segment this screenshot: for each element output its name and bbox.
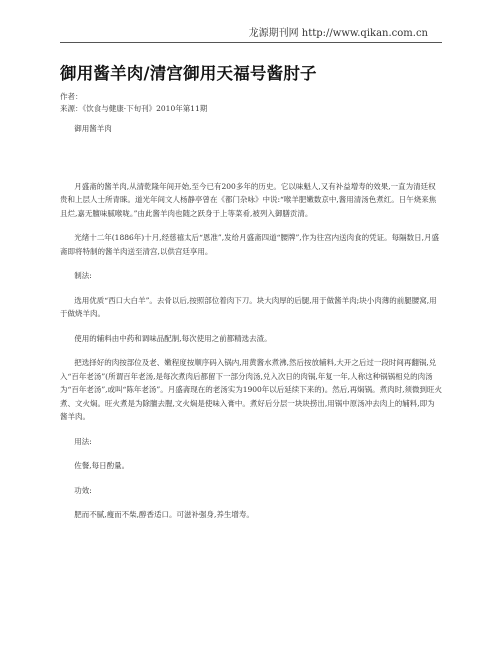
heading-method: 制法: <box>74 271 92 280</box>
paragraph-cooking: 把选择好的肉按部位及老、嫩程度按顺序码入锅内,用黄酱水煮沸,然后按放辅料,大开之后过一段时间再翻锅,兑入“百年老汤”(所谓百年老汤,是每次煮肉后都留下一部分肉汤,兑入次日的肉锅,年复一年,人称这种锅锅相兑的肉汤为“百年老汤”,或叫“陈年老汤”。月盛斋现在的老汤实为1900年以后延续下来的)。然后,再焖锅。煮肉时,须微到旺火煮、文火焖。旺火煮是为除膻去腥,文火焖是使味入膏中。煮好后分层一块块捞出,用锅中原汤冲去肉上的辅料,即为酱羊肉。 <box>60 358 442 421</box>
header-divider <box>60 42 442 43</box>
author-line: 作者： <box>60 92 83 101</box>
paragraph-palace: 光绪十二年(1886年)十月,经慈禧太后“恩准”,发给月盛斋四道“腰牌”,作为往宫内送肉食的凭证。每隔数日,月盛斋即将特制的酱羊肉送至清宫,以供宫廷享用。 <box>60 233 440 256</box>
source-line: 来源：《饮食与健康·下旬刊》2010年第11期 <box>60 104 208 113</box>
article-body <box>60 122 442 522</box>
site-header: 龙源期刊网 http://www.qikan.com.cn <box>248 28 428 39</box>
paragraph-usage: 佐餐,每日酌量。 <box>74 461 130 470</box>
paragraph-selection: 选用优质“西口大白羊”。去骨以后,按照部位着肉下刀。块大肉厚的后腿,用于做酱羊肉;块小肉薄的前腿腰窝,用于做烧羊肉。 <box>60 295 437 318</box>
article-title: 御用酱羊肉/清宫御用天福号酱肘子 <box>60 64 317 83</box>
article-subtitle: 御用酱羊肉 <box>74 124 112 133</box>
heading-usage: 用法: <box>74 436 92 446</box>
paragraph-seasoning: 使用的辅料由中药和调味品配制,每次使用之前都精选去渣。 <box>74 333 272 343</box>
heading-effects: 功效: <box>74 485 92 495</box>
paragraph-effects: 肥而不腻,瘦而不柴,醇香适口。可滋补强身,养生增寿。 <box>74 510 254 519</box>
paragraph-history: 月盛斋的酱羊肉,从清乾隆年间开始,至今已有200多年的历史。它以味魁人,又有补益增寿的效果,一直为清廷权贵和上层人士所青睐。道光年间文人杨静亭曾在《都门杂咏》中说:“喉羊肥嫩数京中,酱用清汤色煮红。日午烧来焦且烂,嘉无膻味腻喉咙。”由此酱羊肉也随之跃身于上等菜肴,被列入御膳贡清。 <box>60 181 437 218</box>
